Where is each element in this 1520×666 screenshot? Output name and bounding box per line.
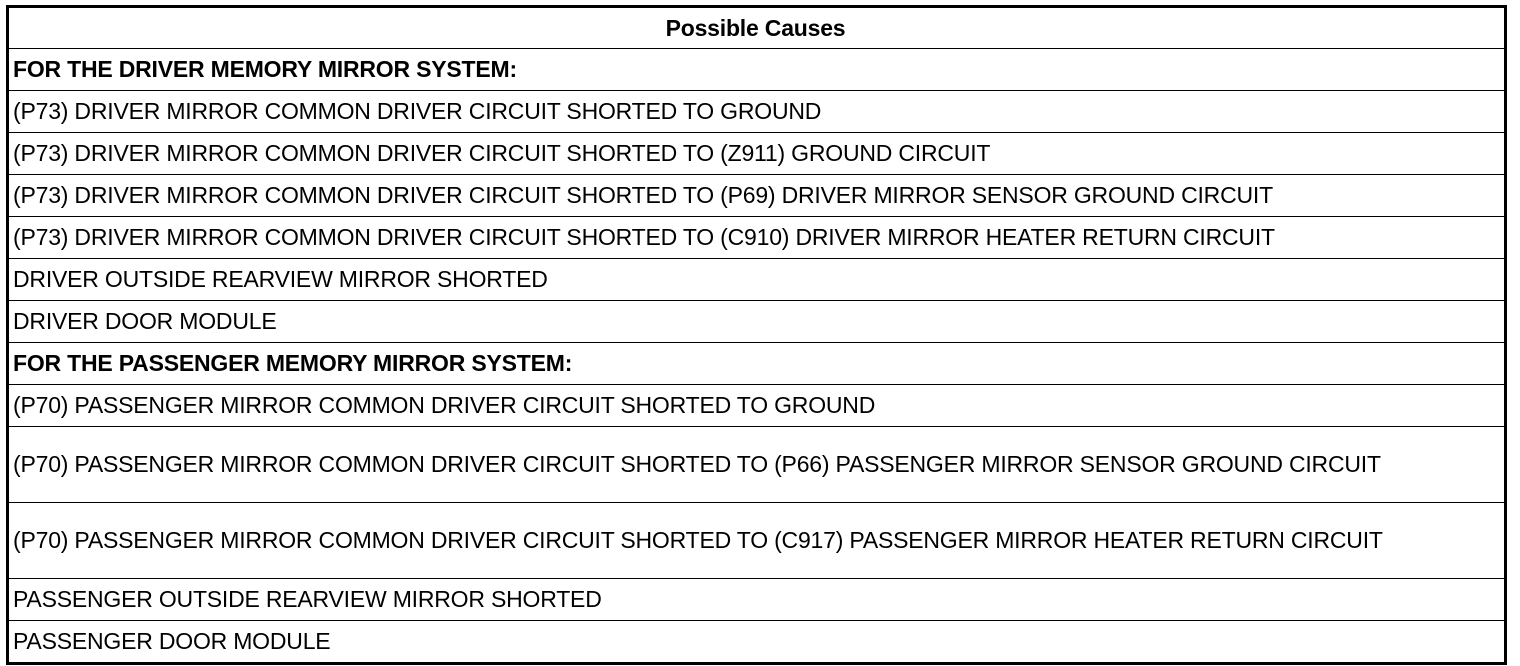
cause-cell: (P73) DRIVER MIRROR COMMON DRIVER CIRCUIT SHORTED TO GROUND [9, 91, 1504, 133]
cause-cell: (P70) PASSENGER MIRROR COMMON DRIVER CIRCUIT SHORTED TO (C917) PASSENGER MIRROR HEATER RETURN CIRCUIT [9, 503, 1504, 579]
table-row [9, 427, 1504, 503]
table-row [9, 343, 1504, 385]
table-row [9, 621, 1504, 663]
section-heading-driver: FOR THE DRIVER MEMORY MIRROR SYSTEM: [9, 49, 1504, 91]
table-row [9, 301, 1504, 343]
cause-cell: DRIVER OUTSIDE REARVIEW MIRROR SHORTED [9, 259, 1504, 301]
possible-causes-table [6, 5, 1507, 665]
table-row [9, 385, 1504, 427]
table-row [9, 217, 1504, 259]
table-header-row [9, 8, 1504, 49]
table-row [9, 49, 1504, 91]
cause-cell: (P70) PASSENGER MIRROR COMMON DRIVER CIRCUIT SHORTED TO (P66) PASSENGER MIRROR SENSOR GROUND CIRCUIT [9, 427, 1504, 503]
table-row [9, 91, 1504, 133]
cause-cell: PASSENGER OUTSIDE REARVIEW MIRROR SHORTED [9, 579, 1504, 621]
cause-cell: (P73) DRIVER MIRROR COMMON DRIVER CIRCUIT SHORTED TO (C910) DRIVER MIRROR HEATER RETURN CIRCUIT [9, 217, 1504, 259]
causes-table-grid [9, 8, 1504, 662]
table-row [9, 175, 1504, 217]
table-row [9, 133, 1504, 175]
table-row [9, 579, 1504, 621]
section-heading-passenger: FOR THE PASSENGER MEMORY MIRROR SYSTEM: [9, 343, 1504, 385]
cause-cell: DRIVER DOOR MODULE [9, 301, 1504, 343]
cause-cell: (P70) PASSENGER MIRROR COMMON DRIVER CIRCUIT SHORTED TO GROUND [9, 385, 1504, 427]
table-header: Possible Causes [665, 14, 846, 41]
cause-cell: (P73) DRIVER MIRROR COMMON DRIVER CIRCUIT SHORTED TO (P69) DRIVER MIRROR SENSOR GROUND CIRCUIT [9, 175, 1504, 217]
cause-cell: (P73) DRIVER MIRROR COMMON DRIVER CIRCUIT SHORTED TO (Z911) GROUND CIRCUIT [9, 133, 1504, 175]
cause-cell: PASSENGER DOOR MODULE [9, 621, 1504, 663]
table-row [9, 259, 1504, 301]
table-row [9, 503, 1504, 579]
